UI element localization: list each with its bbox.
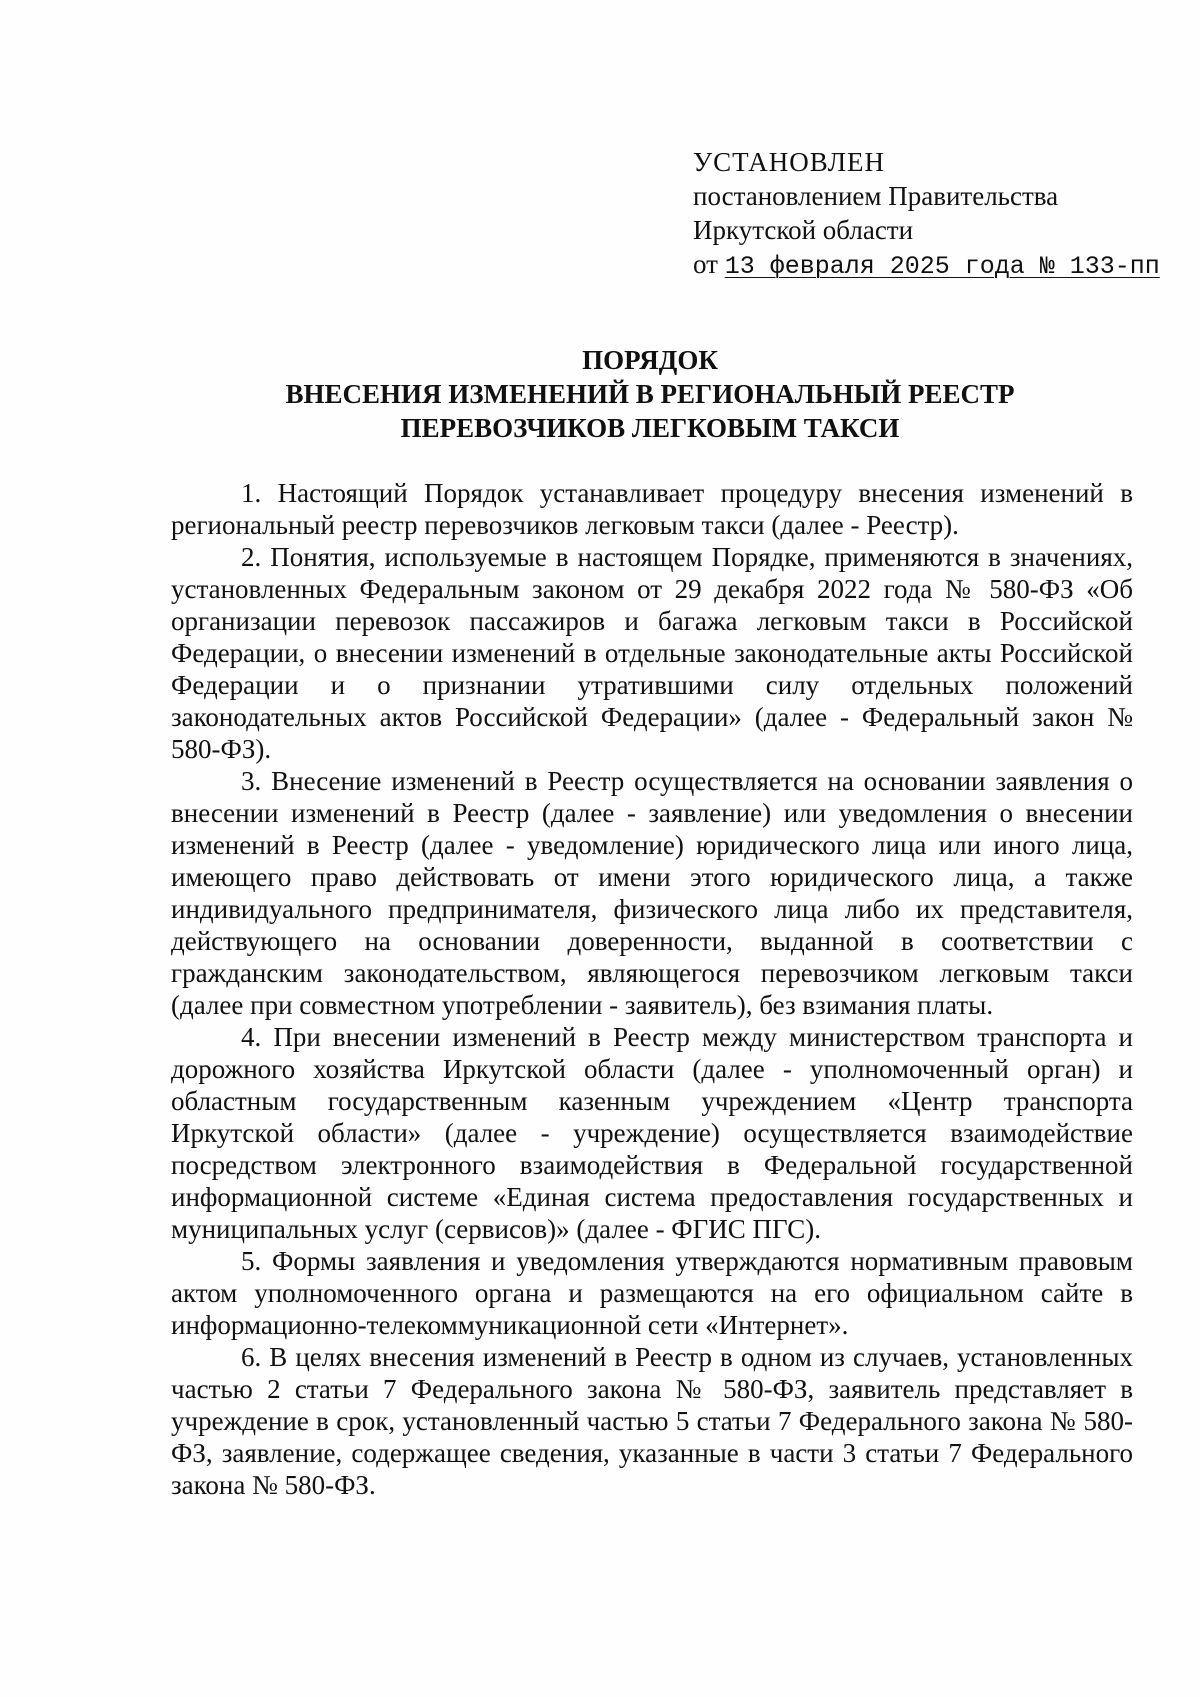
- approval-date-value: 13 февраля 2025 года № 133-пп: [724, 252, 1160, 281]
- title-line-1: ПОРЯДОК: [582, 345, 718, 375]
- approval-stamp: [693, 145, 1163, 284]
- paragraph-5: 5. Формы заявления и уведомления утверждаются нормативным правовым актом уполномоченного органа и размещаются на его официальном сайте в информационно-телекоммуникационной сети «Интернет».: [171, 1246, 1133, 1340]
- document-title: [170, 343, 1130, 445]
- paragraph-4: 4. При внесении изменений в Реестр между министерством транспорта и дорожного хозяйства Иркутской области (далее - уполномоченный орган) и областным государственным казенным учреждением «Центр транспорта Иркутской области» (далее - учреждение) осуществляется взаимодействие посредством электронного взаимодействия в Федеральной государственной информационной системе «Единая система предоставления государственных и муниципальных услуг (сервисов)» (далее - ФГИС ПГС).: [171, 1022, 1133, 1244]
- paragraph-1: 1. Настоящий Порядок устанавливает процедуру внесения изменений в региональный реестр перевозчиков легковым такси (далее - Реестр).: [171, 478, 1133, 540]
- paragraph-3: 3. Внесение изменений в Реестр осуществляется на основании заявления о внесении изменений в Реестр (далее - заявление) или уведомления о внесении изменений в Реестр (далее - уведомление) юридического лица или иного лица, имеющего право действовать от имени этого юридического лица, а также индивидуального предпринимателя, физического лица либо их представителя, действующего на основании доверенности, выданной в соответствии с гражданским законодательством, являющегося перевозчиком легковым такси (далее при совместном употреблении - заявитель), без взимания платы.: [171, 766, 1133, 1020]
- approval-authority: постановлением Правительства: [693, 181, 1059, 211]
- title-line-3: ПЕРЕВОЗЧИКОВ ЛЕГКОВЫМ ТАКСИ: [400, 413, 900, 443]
- approval-region: Иркутской области: [693, 215, 914, 245]
- document-body: [171, 477, 1133, 1501]
- paragraph-2: 2. Понятия, используемые в настоящем Порядке, применяются в значениях, установленных Федеральным законом от 29 декабря 2022 года № 580-ФЗ «Об организации перевозок пассажиров и багажа легковым такси в Российской Федерации, о внесении изменений в отдельные законодательные акты Российской Федерации и о признании утратившими силу отдельных положений законодательных актов Российской Федерации» (далее - Федеральный закон № 580-ФЗ).: [171, 542, 1133, 764]
- approval-date-line: [693, 247, 1163, 284]
- paragraph-6: 6. В целях внесения изменений в Реестр в одном из случаев, установленных частью 2 статьи 7 Федерального закона № 580-ФЗ, заявитель представляет в учреждение в срок, установленный частью 5 статьи 7 Федерального закона № 580-ФЗ, заявление, содержащее сведения, указанные в части 3 статьи 7 Федерального закона № 580-ФЗ.: [171, 1342, 1133, 1500]
- approval-date-prefix: от: [693, 249, 718, 279]
- approval-heading: УСТАНОВЛЕН: [693, 147, 886, 177]
- title-line-2: ВНЕСЕНИЯ ИЗМЕНЕНИЙ В РЕГИОНАЛЬНЫЙ РЕЕСТР: [285, 379, 1015, 409]
